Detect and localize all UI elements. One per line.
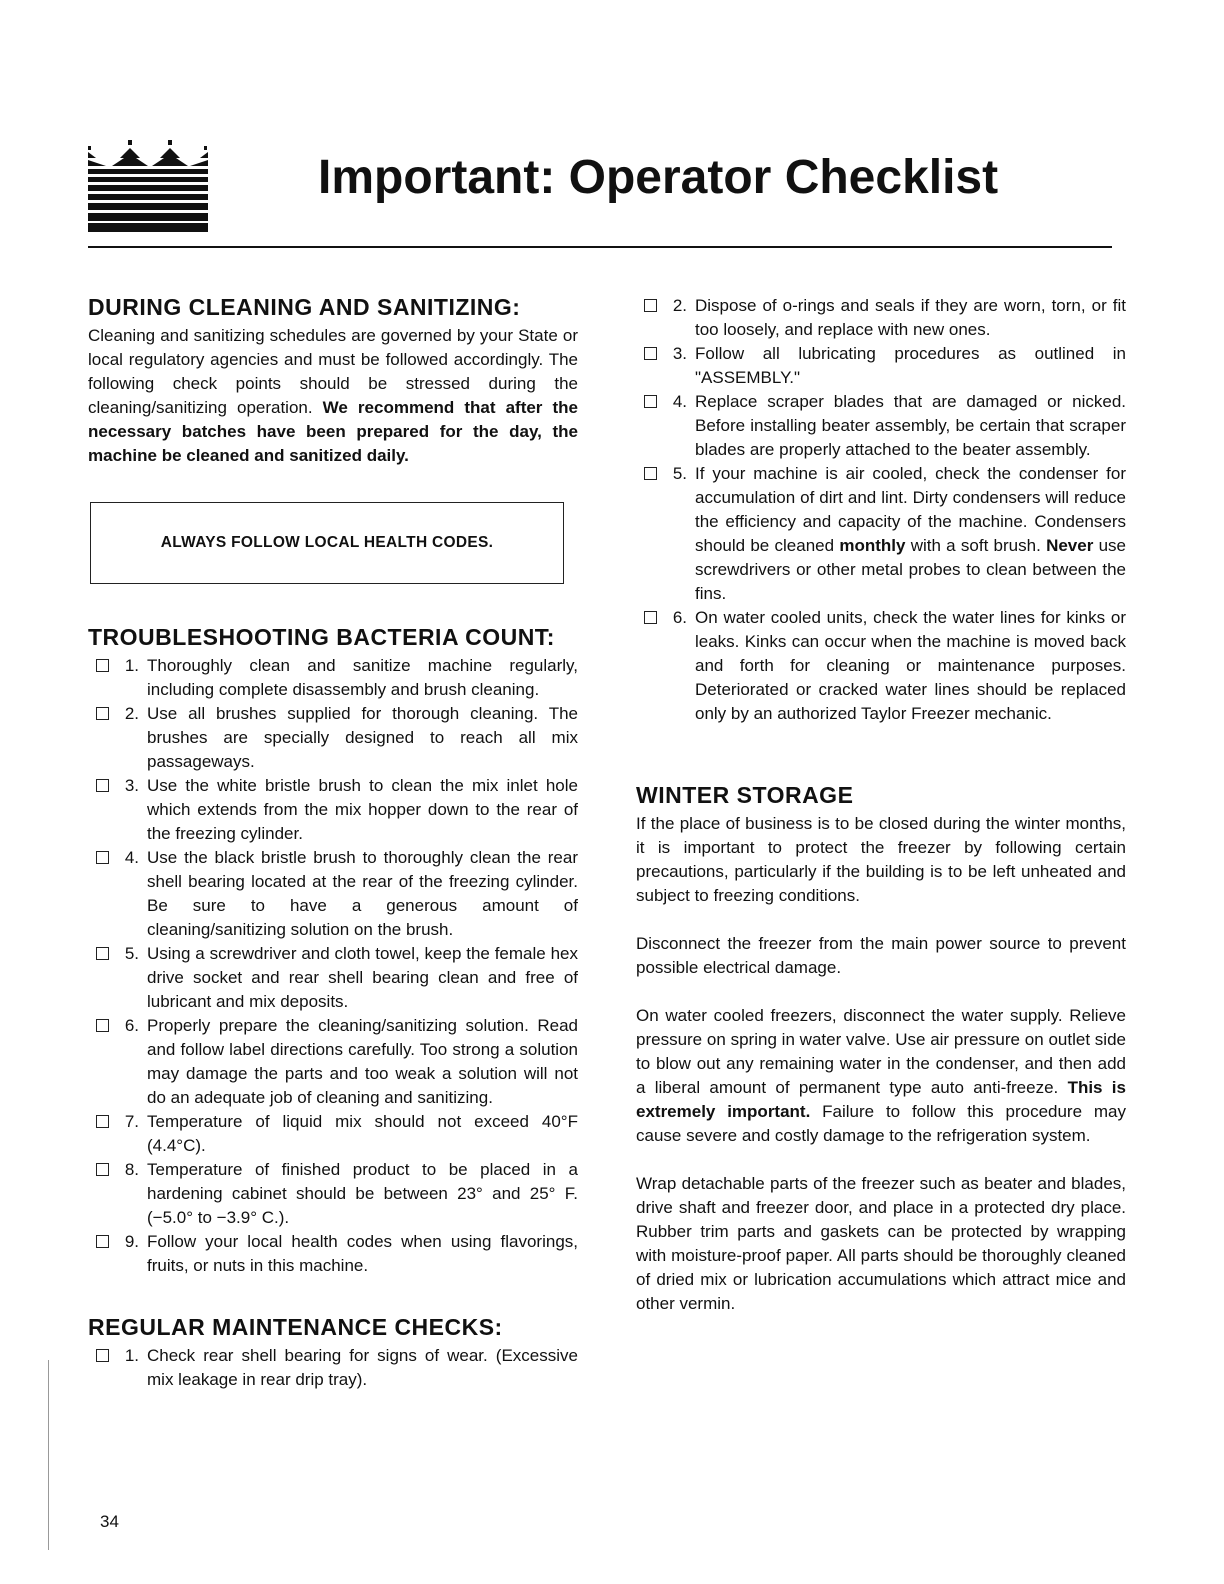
page-title: Important: Operator Checklist (318, 151, 999, 204)
taylor-crown-logo-icon (86, 140, 210, 232)
title-divider (88, 246, 1112, 248)
cleaning-intro-bold: We recommend that after the necessary batches have been prepared for the day, the machine be cleaned and sanitized daily. (88, 398, 578, 465)
checkbox[interactable] (644, 299, 657, 312)
item5-bold-never: Never (1046, 536, 1094, 555)
maintenance-item (636, 606, 1126, 726)
item5-text-c: use screwdrivers or other metal probes to clean between the fins. (695, 536, 1126, 603)
troubleshooting-list (88, 654, 578, 1278)
winter-paragraph-3-text: On water cooled freezers, disconnect the water supply. Relieve pressure on spring in water valve. Use air pressure on outlet side to blow out any remaining water in the condenser, and then add a liberal amount of permanent type auto anti-freeze. (636, 1006, 1126, 1097)
health-codes-notice (90, 502, 564, 584)
cleaning-intro (88, 324, 578, 468)
scan-margin-line (48, 1360, 49, 1550)
item-number: 2. (124, 704, 139, 723)
item5-text-b: with a soft brush. (905, 536, 1047, 555)
winter-paragraph-4: Wrap detachable parts of the freezer such as beater and blades, drive shaft and freezer door, and place in a protected dry place. Rubber trim parts and gaskets can be protected by wrapping with moisture-proof paper. All parts should be thoroughly cleaned of dried mix or lubrication accumulations which attract mice and other vermin. (636, 1174, 1126, 1313)
winter-paragraph-3-bold: This is extremely important. (636, 1078, 1126, 1121)
troubleshooting-item (88, 774, 578, 846)
item-text (695, 462, 1126, 606)
item-number: 3. (672, 344, 687, 363)
checkbox[interactable] (96, 1235, 109, 1248)
item-number: 4. (672, 392, 687, 411)
checkbox[interactable] (96, 707, 109, 720)
item-text: Temperature of liquid mix should not exceed 40°F (4.4°C). (147, 1112, 578, 1155)
item-number: 3. (124, 776, 139, 795)
winter-paragraph-2: Disconnect the freezer from the main power source to prevent possible electrical damage. (636, 934, 1126, 977)
item-text: Use the black bristle brush to thoroughly clean the rear shell bearing located at the rear of the freezing cylinder. Be sure to have a generous amount of cleaning/sanitizing solution on the brush. (147, 848, 578, 939)
item-number: 4. (124, 848, 139, 867)
troubleshooting-heading: TROUBLESHOOTING BACTERIA COUNT: (88, 624, 555, 650)
maintenance-item (636, 294, 1126, 342)
item-number: 6. (672, 608, 687, 627)
winter-storage-section (636, 780, 1126, 1316)
troubleshooting-item (88, 1110, 578, 1158)
item-text: Using a screwdriver and cloth towel, keep the female hex drive socket and rear shell bearing clean and free of lubricant and mix deposits. (147, 944, 578, 1011)
cleaning-section (88, 292, 578, 584)
item-text: Follow your local health codes when using flavorings, fruits, or nuts in this machine. (147, 1232, 578, 1275)
checkbox[interactable] (96, 779, 109, 792)
maintenance-item (636, 390, 1126, 462)
item-number: 5. (124, 944, 139, 963)
item5-text-a: If your machine is air cooled, check the condenser for accumulation of dirt and lint. Dirty condensers will reduce the efficiency and capacity of the machine. Condensers should be cleaned (695, 464, 1126, 555)
checkbox[interactable] (644, 347, 657, 360)
item-text: Follow all lubricating procedures as outlined in "ASSEMBLY." (695, 344, 1126, 387)
checkbox[interactable] (96, 1349, 109, 1362)
checkbox[interactable] (644, 611, 657, 624)
checkbox[interactable] (96, 1115, 109, 1128)
maintenance-item (636, 342, 1126, 390)
winter-paragraph-3-end: Failure to follow this procedure may cause severe and costly damage to the refrigeration system. (636, 1102, 1126, 1145)
maintenance-section (88, 1312, 578, 1392)
item-number: 5. (672, 464, 687, 483)
checkbox[interactable] (96, 659, 109, 672)
item-text: Use all brushes supplied for thorough cleaning. The brushes are specially designed to reach all mix passageways. (147, 704, 578, 771)
maintenance-heading: REGULAR MAINTENANCE CHECKS: (88, 1314, 503, 1340)
item-number: 2. (672, 296, 687, 315)
checkbox[interactable] (644, 467, 657, 480)
troubleshooting-item (88, 1230, 578, 1278)
troubleshooting-item (88, 846, 578, 942)
left-column (88, 292, 578, 1392)
troubleshooting-item (88, 702, 578, 774)
checkbox[interactable] (644, 395, 657, 408)
maintenance-list-right (636, 294, 1126, 726)
winter-paragraph-1: If the place of business is to be closed during the winter months, it is important to protect the freezer by following certain precautions, particularly if the building is to be left unheated and subject to freezing conditions. (636, 814, 1126, 905)
health-codes-notice-text: ALWAYS FOLLOW LOCAL HEALTH CODES. (160, 534, 494, 551)
checkbox[interactable] (96, 1019, 109, 1032)
troubleshooting-item (88, 1014, 578, 1110)
right-column (636, 292, 1126, 1316)
item-text: Use the white bristle brush to clean the mix inlet hole which extends from the mix hopper down to the rear of the freezing cylinder. (147, 776, 578, 843)
checkbox[interactable] (96, 1163, 109, 1176)
maintenance-item (636, 462, 1126, 606)
checkbox[interactable] (96, 851, 109, 864)
item-number: 8. (124, 1160, 139, 1179)
item-number: 7. (124, 1112, 139, 1131)
winter-heading: WINTER STORAGE (636, 782, 854, 808)
item-text: Check rear shell bearing for signs of wear. (Excessive mix leakage in rear drip tray). (147, 1346, 578, 1389)
item-number: 1. (124, 1346, 139, 1365)
item-number: 1. (124, 656, 139, 675)
item-text: On water cooled units, check the water lines for kinks or leaks. Kinks can occur when the machine is moved back and forth for cleaning or maintenance purposes. Deteriorated or cracked water lines should be replaced only by an authorized Taylor Freezer mechanic. (695, 608, 1126, 723)
cleaning-heading: DURING CLEANING AND SANITIZING: (88, 294, 521, 320)
troubleshooting-item (88, 942, 578, 1014)
maintenance-item (88, 1344, 578, 1392)
item-number: 6. (124, 1016, 139, 1035)
maintenance-list-left (88, 1344, 578, 1392)
item-text: Replace scraper blades that are damaged or nicked. Before installing beater assembly, be certain that scraper blades are properly attached to the beater assembly. (695, 392, 1126, 459)
troubleshooting-section (88, 622, 578, 1278)
troubleshooting-item (88, 1158, 578, 1230)
cleaning-intro-text: Cleaning and sanitizing schedules are governed by your State or local regulatory agencies and must be followed accordingly. The following check points should be stressed during the cleaning/sanitizing operation. (88, 326, 578, 417)
troubleshooting-item (88, 654, 578, 702)
winter-paragraph-3 (636, 1004, 1126, 1148)
item5-bold-monthly: monthly (839, 536, 906, 555)
item-text: Thoroughly clean and sanitize machine regularly, including complete disassembly and brush cleaning. (147, 656, 578, 699)
item-number: 9. (124, 1232, 139, 1251)
item-text: Properly prepare the cleaning/sanitizing solution. Read and follow label directions carefully. Too strong a solution may damage the parts and too weak a solution will not do an adequate job of cleaning and sanitizing. (147, 1016, 578, 1107)
item-text: Dispose of o-rings and seals if they are worn, torn, or fit too loosely, and replace with new ones. (695, 296, 1126, 339)
checkbox[interactable] (96, 947, 109, 960)
item-text: Temperature of finished product to be placed in a hardening cabinet should be between 23° and 25° F. (−5.0° to −3.9° C.). (147, 1160, 578, 1227)
page-number: 34 (100, 1512, 119, 1531)
